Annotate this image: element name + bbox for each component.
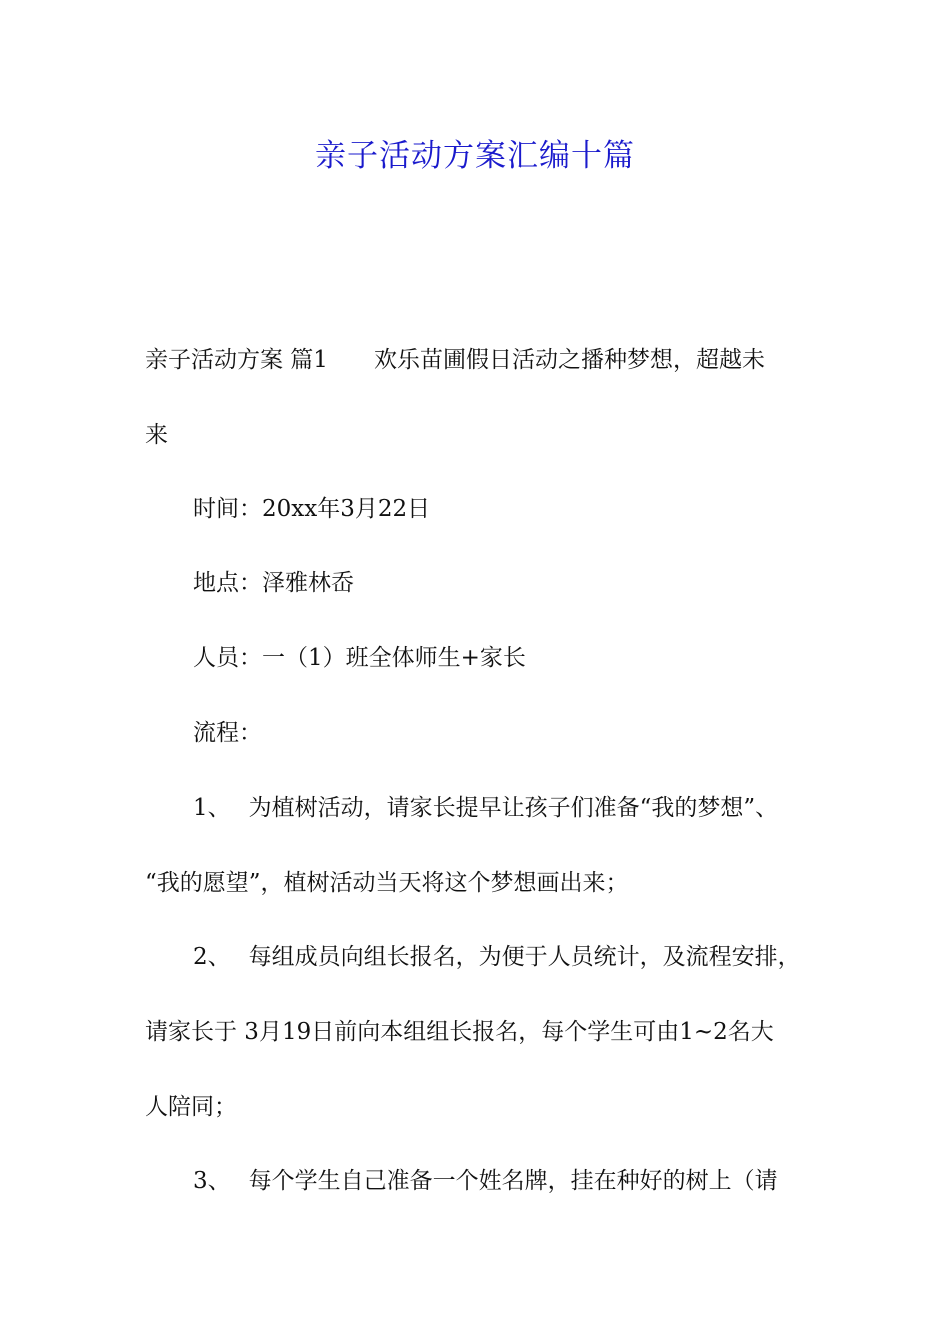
list-item-continuation: “我的愿望”，植树活动当天将这个梦想画出来； (145, 870, 629, 896)
place-line: 地点：泽雅林岙 (193, 570, 354, 596)
document-title: 亲子活动方案汇编十篇 (315, 138, 635, 174)
item-number: 1、 (193, 795, 231, 821)
section-heading: 亲子活动方案 篇1 (145, 347, 328, 373)
section-subtitle: 欢乐苗圃假日活动之播种梦想，超越未 (373, 347, 765, 373)
item-text: 为植树活动，请家长提早让孩子们准备“我的梦想”、 (248, 795, 779, 821)
process-label: 流程： (193, 720, 262, 746)
people-line: 人员：一（1）班全体师生+家长 (193, 645, 526, 671)
list-item-continuation: 请家长于 3月19日前向本组组长报名，每个学生可由1~2名大 (145, 1019, 774, 1045)
section-subtitle-continuation: 来 (145, 422, 168, 448)
list-item-continuation: 人陪同； (145, 1094, 237, 1120)
item-text: 每组成员向组长报名，为便于人员统计，及流程安排， (248, 944, 801, 970)
list-item (193, 1166, 778, 1196)
item-number: 3、 (193, 1168, 231, 1194)
time-line: 时间：20xx年3月22日 (193, 496, 431, 522)
item-text: 每个学生自己准备一个姓名牌，挂在种好的树上（请 (248, 1168, 778, 1194)
item-number: 2、 (193, 944, 231, 970)
list-item (193, 942, 801, 972)
section-heading-line (145, 345, 765, 375)
list-item (193, 793, 778, 823)
